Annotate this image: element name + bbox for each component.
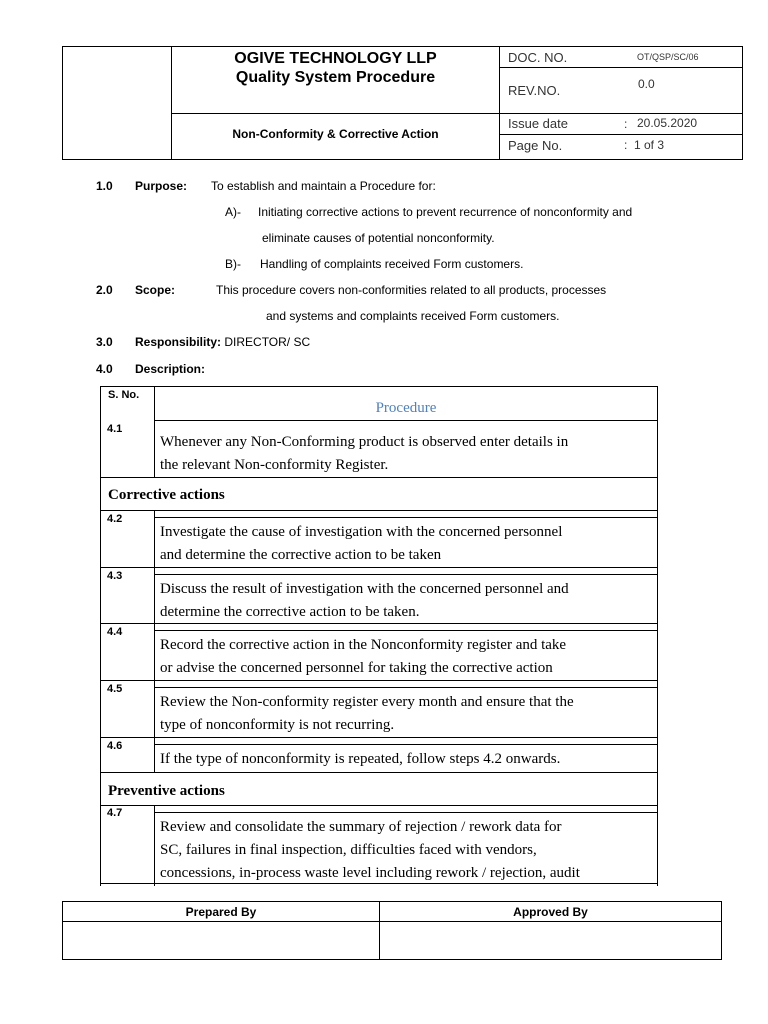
step-text-line: Record the corrective action in the Nonconformity register and take <box>160 637 567 653</box>
step-text-line: and determine the corrective action to be taken <box>160 547 442 563</box>
step-number: 4.5 <box>107 683 123 695</box>
scope-text-line: This procedure covers non-conformities related to all products, processes <box>216 283 607 297</box>
table-border <box>100 386 101 886</box>
section-number: 2.0 <box>96 283 113 297</box>
step-text <box>160 634 650 680</box>
list-marker: A)- <box>225 205 241 219</box>
row-divider <box>100 805 658 806</box>
purpose-item-a-line: Initiating corrective actions to prevent recurrence of nonconformity and <box>258 205 633 219</box>
step-text <box>160 816 650 885</box>
table-border <box>657 386 658 886</box>
section-label-description: Description: <box>135 362 206 376</box>
column-divider <box>154 805 155 886</box>
header-divider <box>171 113 743 114</box>
issue-date-value: 20.05.2020 <box>637 116 698 130</box>
row-divider <box>154 517 658 518</box>
step-text-line: type of nonconformity is not recurring. <box>160 717 395 733</box>
step-text-line: If the type of nonconformity is repeated, follow steps 4.2 onwards. <box>160 751 561 767</box>
section-number: 1.0 <box>96 179 113 193</box>
header-divider <box>499 67 743 68</box>
step-text <box>160 578 650 624</box>
step-number: 4.6 <box>107 740 123 752</box>
row-divider <box>154 812 658 813</box>
row-divider <box>100 680 658 681</box>
responsibility-line <box>135 335 310 349</box>
table-border <box>100 386 658 387</box>
signature-divider <box>63 921 721 922</box>
section-label-purpose: Purpose: <box>135 179 188 193</box>
row-divider <box>100 772 658 773</box>
rev-no-value: 0.0 <box>638 77 655 91</box>
row-divider <box>154 574 658 575</box>
section-number: 3.0 <box>96 335 113 349</box>
section-heading-preventive: Preventive actions <box>108 783 225 799</box>
doc-no-label: DOC. NO. <box>508 50 568 65</box>
issue-date-label: Issue date <box>508 116 568 131</box>
section-heading-corrective: Corrective actions <box>108 487 225 503</box>
step-text <box>160 691 650 737</box>
step-text-line: Review the Non-conformity register every month and ensure that the <box>160 694 574 710</box>
company-block <box>172 49 499 87</box>
step-text <box>160 748 650 771</box>
step-text-line: Whenever any Non-Conforming product is observed enter details in <box>160 434 569 450</box>
step-number: 4.4 <box>107 626 123 638</box>
header-divider <box>499 47 500 160</box>
issue-date-colon: : <box>624 117 628 131</box>
step-text-line: determine the corrective action to be taken. <box>160 604 420 620</box>
row-divider <box>100 510 658 511</box>
page-no-colon: : <box>624 138 628 152</box>
row-divider <box>100 477 658 478</box>
step-text <box>160 521 650 567</box>
column-header-sno: S. No. <box>108 389 140 401</box>
row-divider <box>154 420 658 421</box>
step-text-line: the relevant Non-conformity Register. <box>160 457 389 473</box>
step-text-line: Review and consolidate the summary of rejection / rework data for <box>160 819 562 835</box>
scope-text-line: and systems and complaints received Form customers. <box>266 309 560 323</box>
step-number: 4.7 <box>107 807 123 819</box>
prepared-by-label: Prepared By <box>185 905 257 919</box>
section-number: 4.0 <box>96 362 113 376</box>
row-divider <box>100 737 658 738</box>
list-marker: B)- <box>225 257 241 271</box>
step-text <box>160 431 652 477</box>
step-text-line: Investigate the cause of investigation with the concerned personnel <box>160 524 563 540</box>
column-divider <box>154 510 155 772</box>
section-label-responsibility: Responsibility: <box>135 335 222 349</box>
document-type: Quality System Procedure <box>235 69 436 86</box>
responsibility-value: DIRECTOR/ SC <box>224 335 311 349</box>
purpose-item-b: Handling of complaints received Form customers. <box>260 257 524 271</box>
step-text-line: concessions, in-process waste level including rework / rejection, audit <box>160 865 580 881</box>
document-header-table <box>62 46 743 160</box>
row-divider <box>154 744 658 745</box>
purpose-text: To establish and maintain a Procedure for: <box>211 179 436 193</box>
column-header-procedure: Procedure <box>375 400 437 416</box>
document-title: Non-Conformity & Corrective Action <box>232 127 439 141</box>
row-divider <box>154 687 658 688</box>
page-no-value: 1 of 3 <box>634 138 665 152</box>
header-divider <box>499 134 743 135</box>
company-name: OGIVE TECHNOLOGY LLP <box>234 50 437 67</box>
purpose-item-a-line: eliminate causes of potential nonconformity. <box>262 231 495 245</box>
rev-no-label: REV.NO. <box>508 83 561 98</box>
step-text-line: or advise the concerned personnel for taking the corrective action <box>160 660 553 676</box>
row-divider <box>100 567 658 568</box>
row-divider <box>154 630 658 631</box>
approved-by-label: Approved By <box>513 905 588 919</box>
page-no-label: Page No. <box>508 138 563 153</box>
procedure-table <box>100 386 658 886</box>
step-number: 4.1 <box>107 423 123 435</box>
signature-table <box>62 901 722 960</box>
doc-no-value: OT/QSP/SC/06 <box>637 52 699 62</box>
step-number: 4.3 <box>107 570 123 582</box>
step-text-line: Discuss the result of investigation with the concerned personnel and <box>160 581 569 597</box>
step-text-line: SC, failures in final inspection, difficulties faced with vendors, <box>160 842 537 858</box>
step-number: 4.2 <box>107 513 123 525</box>
section-label-scope: Scope: <box>135 283 176 297</box>
